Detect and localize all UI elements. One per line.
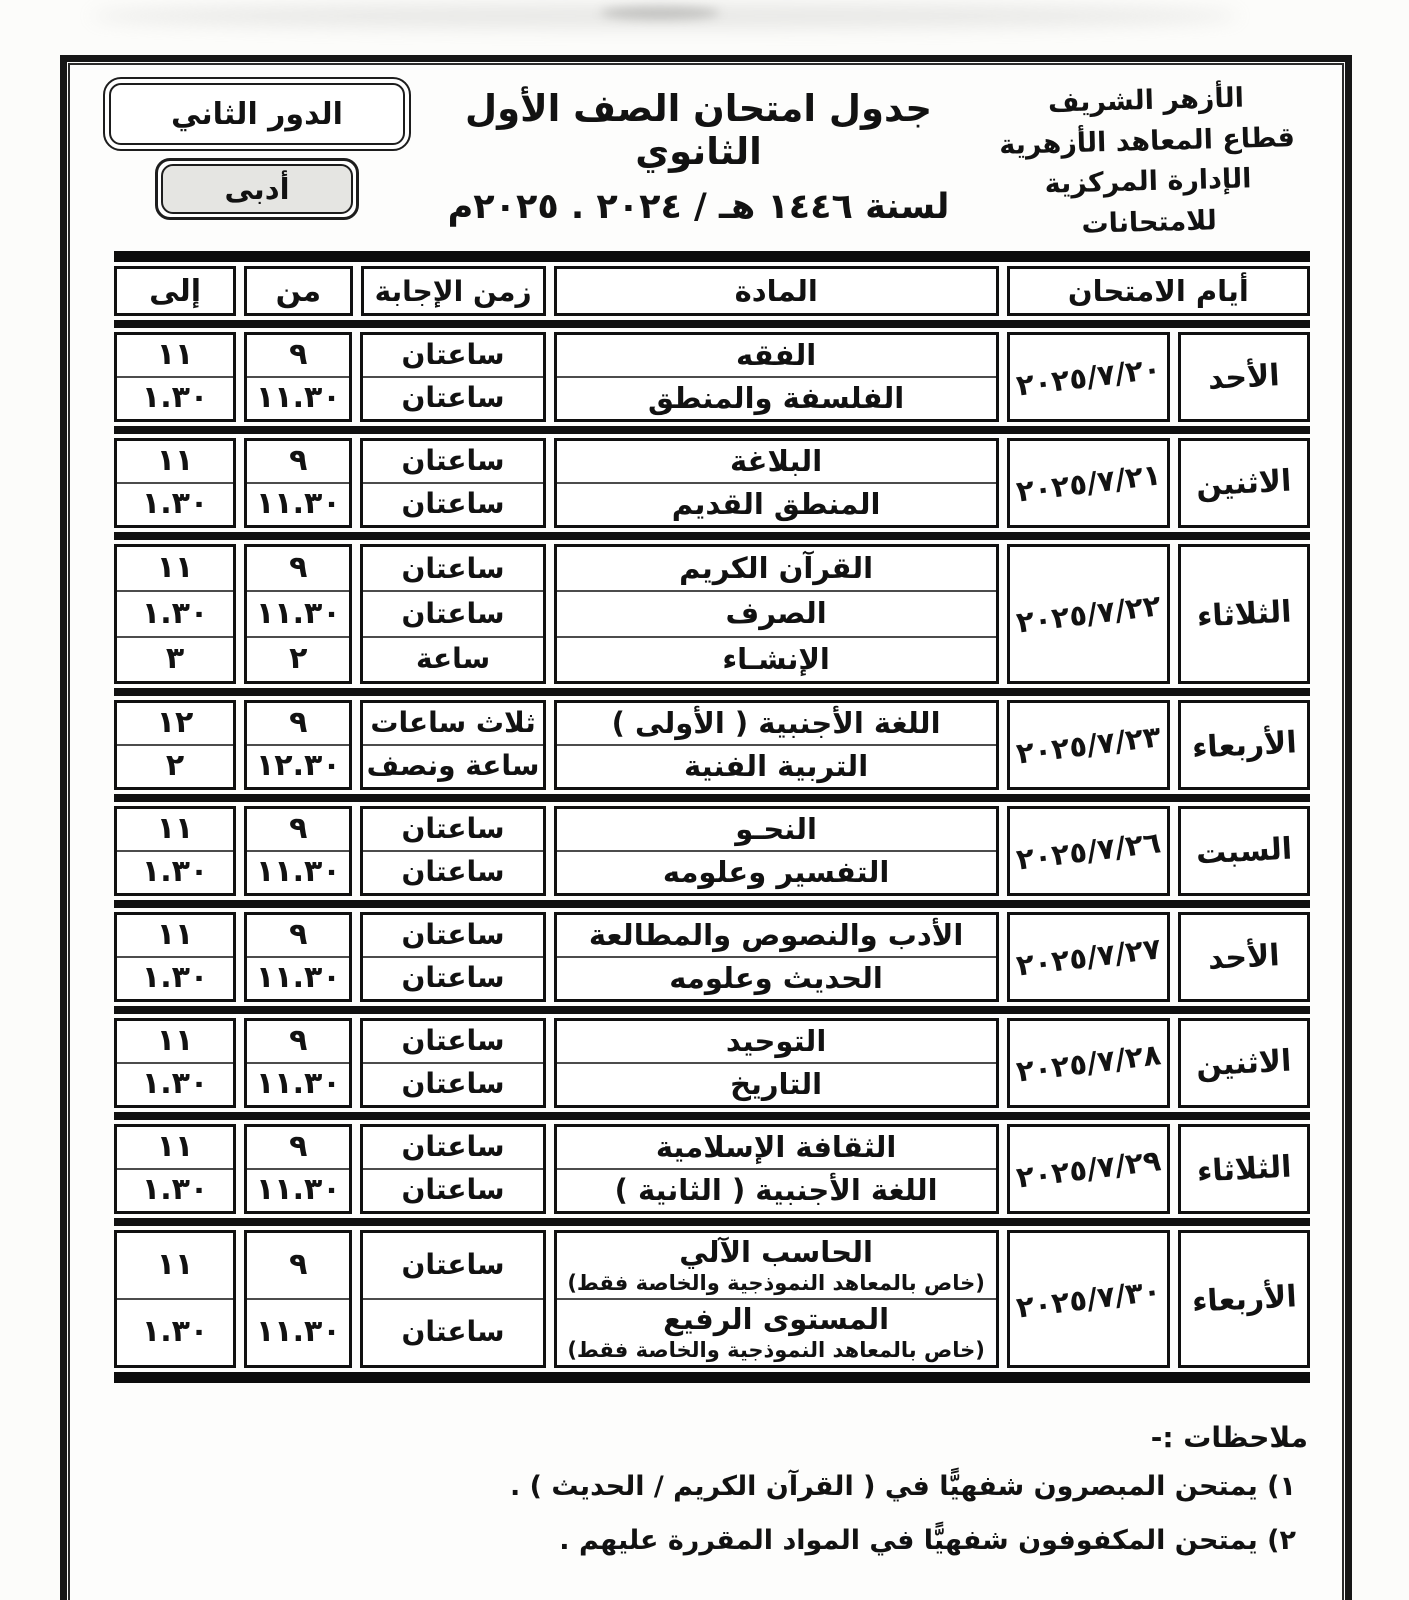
duration-cell: ساعتان bbox=[401, 1248, 505, 1282]
from-time-column bbox=[244, 1018, 352, 1108]
exam-day-name: الأربعاء bbox=[1190, 1278, 1298, 1320]
duration-cell: ساعتان bbox=[363, 590, 542, 635]
group-separator-rule bbox=[114, 900, 1310, 908]
from-time-column bbox=[244, 806, 352, 896]
document-header bbox=[88, 65, 1324, 249]
subject-name: اللغة الأجنبية ( الأولى ) bbox=[611, 705, 941, 740]
duration-cell: ساعتان bbox=[401, 1130, 505, 1164]
to-time-column bbox=[114, 332, 236, 422]
subject-name: الأدب والنصوص والمطالعة bbox=[588, 917, 964, 952]
from-time-cell: ٩ bbox=[289, 1247, 308, 1283]
duration-cell: ساعتان bbox=[363, 1168, 542, 1211]
exam-day-cell bbox=[1178, 912, 1310, 1002]
exam-date-value: ٢٠٢٥/٧/٢١ bbox=[1014, 457, 1163, 509]
subject-name: الحديث وعلومه bbox=[669, 960, 883, 995]
duration-column bbox=[360, 544, 545, 684]
to-time-column bbox=[114, 1230, 236, 1368]
note-item: ١) يمتحن المبصرون شفهيًّا في ( القرآن الكريم / الحديث ) . bbox=[509, 1471, 1296, 1502]
exam-day-name: الاثنين bbox=[1195, 1043, 1293, 1083]
subject-column bbox=[554, 1230, 999, 1368]
exam-date-cell bbox=[1007, 438, 1170, 528]
title-line-2: لسنة ١٤٤٦ هـ / ٢٠٢٤ . ٢٠٢٥م bbox=[447, 187, 950, 227]
group-separator-rule bbox=[114, 1218, 1310, 1226]
to-time-cell: ٣ bbox=[117, 636, 233, 681]
subject-column bbox=[554, 806, 999, 896]
subject-note: (خاص بالمعاهد النموذجية والخاصة فقط) bbox=[567, 1337, 985, 1362]
subject-name: القرآن الكريم bbox=[679, 550, 874, 585]
subject-name: اللغة الأجنبية ( الثانية ) bbox=[614, 1172, 938, 1207]
subject-cell bbox=[557, 335, 996, 376]
subject-name: التفسير وعلومه bbox=[662, 854, 890, 889]
to-time-column bbox=[114, 438, 236, 528]
from-time-cell: ١١.٣٠ bbox=[247, 482, 349, 525]
group-separator-rule bbox=[114, 320, 1310, 328]
duration-cell: ساعتان bbox=[363, 956, 542, 999]
exam-date-value: ٢٠٢٥/٧/٢٠ bbox=[1014, 351, 1163, 403]
exam-date-value: ٢٠٢٥/٧/٢٢ bbox=[1014, 588, 1163, 640]
exam-day-cell bbox=[1178, 1124, 1310, 1214]
subject-cell bbox=[557, 744, 996, 787]
subject-name: التاريخ bbox=[730, 1066, 823, 1101]
from-time-column bbox=[244, 912, 352, 1002]
subject-cell bbox=[557, 547, 996, 590]
document-title bbox=[422, 75, 975, 227]
to-time-cell: ١.٣٠ bbox=[117, 482, 233, 525]
from-time-cell: ٩ bbox=[289, 917, 308, 953]
duration-column bbox=[360, 700, 545, 790]
duration-column bbox=[360, 1230, 545, 1368]
exam-date-cell bbox=[1007, 544, 1170, 684]
to-time-column bbox=[114, 912, 236, 1002]
from-time-column bbox=[244, 544, 352, 684]
duration-cell: ساعتان bbox=[401, 918, 505, 952]
subject-name: الصرف bbox=[725, 596, 827, 631]
exam-day-cell bbox=[1178, 1230, 1310, 1368]
exam-date-cell bbox=[1007, 806, 1170, 896]
subject-name: المنطق القديم bbox=[671, 486, 881, 521]
round-badge bbox=[103, 77, 411, 151]
table-top-rule bbox=[114, 251, 1310, 262]
group-separator-rule bbox=[114, 1006, 1310, 1014]
subject-cell bbox=[557, 482, 996, 525]
exam-date-cell bbox=[1007, 332, 1170, 422]
exam-day-name: الثلاثاء bbox=[1195, 594, 1293, 634]
column-header-subject: المادة bbox=[554, 266, 999, 316]
header-badges bbox=[92, 75, 422, 220]
note-item: ٢) يمتحن المكفوفون شفهيًّا في المواد المقررة عليهم . bbox=[559, 1524, 1296, 1556]
group-separator-rule bbox=[114, 426, 1310, 434]
from-time-cell: ١١.٣٠ bbox=[247, 850, 349, 893]
page-frame bbox=[60, 55, 1352, 1600]
schedule-row bbox=[114, 328, 1310, 426]
section-badge bbox=[155, 158, 359, 220]
page-frame-inner bbox=[68, 63, 1344, 1600]
schedule-row bbox=[114, 434, 1310, 532]
subject-name: الثقافة الإسلامية bbox=[655, 1129, 897, 1164]
to-time-cell: ١١ bbox=[156, 1247, 194, 1283]
round-badge-border bbox=[103, 77, 411, 151]
schedule-row bbox=[114, 1120, 1310, 1218]
logo-line-3: الإدارة المركزية للامتحانات bbox=[1044, 163, 1252, 240]
group-separator-rule bbox=[114, 1112, 1310, 1120]
from-time-cell: ٩ bbox=[289, 443, 308, 479]
subject-column bbox=[554, 438, 999, 528]
to-time-cell: ١١ bbox=[156, 811, 194, 847]
subject-cell bbox=[557, 1127, 996, 1168]
subject-column bbox=[554, 332, 999, 422]
to-time-cell: ١١ bbox=[156, 1023, 194, 1059]
schedule-row bbox=[114, 540, 1310, 688]
from-time-column bbox=[244, 332, 352, 422]
exam-day-name: السبت bbox=[1195, 831, 1293, 871]
notes-title: ملاحظات :- bbox=[1150, 1421, 1308, 1454]
subject-name: الإنشـاء bbox=[722, 641, 830, 676]
duration-cell: ساعتان bbox=[363, 1062, 542, 1105]
exam-date-value: ٢٠٢٥/٧/٢٦ bbox=[1014, 825, 1163, 877]
duration-cell: ساعتان bbox=[363, 482, 542, 525]
duration-cell: ساعتان bbox=[363, 1298, 542, 1365]
subject-cell bbox=[557, 1168, 996, 1211]
logo-line-2: قطاع المعاهد الأزهرية bbox=[998, 121, 1296, 161]
exam-day-cell bbox=[1178, 806, 1310, 896]
to-time-cell: ١.٣٠ bbox=[117, 1298, 233, 1365]
duration-column bbox=[360, 1018, 545, 1108]
subject-cell bbox=[557, 809, 996, 850]
to-time-cell: ١١ bbox=[156, 1129, 194, 1165]
duration-cell: ساعة bbox=[363, 636, 542, 681]
exam-day-name: الأربعاء bbox=[1190, 724, 1298, 766]
duration-column bbox=[360, 332, 545, 422]
from-time-column bbox=[244, 1230, 352, 1368]
subject-name: المستوى الرفيع bbox=[663, 1302, 890, 1337]
exam-day-cell bbox=[1178, 544, 1310, 684]
exam-day-cell bbox=[1178, 700, 1310, 790]
notes-list bbox=[88, 1467, 1308, 1561]
column-header-from: من bbox=[244, 266, 352, 316]
exam-date-value: ٢٠٢٥/٧/٢٣ bbox=[1014, 719, 1163, 771]
schedule-row bbox=[114, 1226, 1310, 1372]
to-time-cell: ١.٣٠ bbox=[117, 956, 233, 999]
section-badge-border bbox=[155, 158, 359, 220]
table-header-row bbox=[114, 262, 1310, 320]
to-time-column bbox=[114, 806, 236, 896]
to-time-cell: ١.٣٠ bbox=[117, 1062, 233, 1105]
exam-date-value: ٢٠٢٥/٧/٢٧ bbox=[1014, 931, 1163, 983]
duration-cell: ساعتان bbox=[401, 338, 505, 372]
exam-date-cell bbox=[1007, 1230, 1170, 1368]
to-time-cell: ١.٣٠ bbox=[117, 376, 233, 419]
exam-day-name: الأحد bbox=[1207, 357, 1281, 397]
from-time-column bbox=[244, 1124, 352, 1214]
exam-day-cell bbox=[1178, 332, 1310, 422]
from-time-cell: ٩ bbox=[289, 1023, 308, 1059]
subject-name: التربية الفنية bbox=[684, 748, 869, 783]
subject-cell bbox=[557, 850, 996, 893]
duration-cell: ساعتان bbox=[401, 551, 505, 585]
subject-column bbox=[554, 700, 999, 790]
subject-cell bbox=[557, 376, 996, 419]
subject-cell bbox=[557, 915, 996, 956]
from-time-cell: ٢ bbox=[247, 636, 349, 681]
exam-date-cell bbox=[1007, 700, 1170, 790]
duration-column bbox=[360, 438, 545, 528]
column-header-exam-days: أيام الامتحان bbox=[1007, 266, 1310, 316]
from-time-cell: ١١.٣٠ bbox=[247, 590, 349, 635]
from-time-cell: ٩ bbox=[289, 550, 308, 586]
notes-section bbox=[88, 1421, 1308, 1561]
to-time-cell: ١.٣٠ bbox=[117, 590, 233, 635]
group-separator-rule bbox=[114, 688, 1310, 696]
subject-cell bbox=[557, 590, 996, 635]
to-time-cell: ١١ bbox=[156, 443, 194, 479]
exam-day-name: الثلاثاء bbox=[1195, 1149, 1293, 1189]
scan-smudge bbox=[600, 6, 720, 20]
table-bottom-rule bbox=[114, 1372, 1310, 1383]
duration-cell: ساعتان bbox=[401, 444, 505, 478]
exam-day-name: الأحد bbox=[1207, 937, 1281, 977]
subject-note: (خاص بالمعاهد النموذجية والخاصة فقط) bbox=[567, 1270, 985, 1295]
schedule-row bbox=[114, 696, 1310, 794]
exam-schedule-table bbox=[114, 251, 1310, 1383]
schedule-row bbox=[114, 908, 1310, 1006]
to-time-cell: ١١ bbox=[156, 337, 194, 373]
subject-cell bbox=[557, 956, 996, 999]
duration-column bbox=[360, 806, 545, 896]
exam-date-value: ٢٠٢٥/٧/٢٩ bbox=[1014, 1143, 1163, 1195]
subject-name: الحاسب الآلي bbox=[679, 1235, 873, 1270]
subject-column bbox=[554, 1018, 999, 1108]
from-time-cell: ١٢.٣٠ bbox=[247, 744, 349, 787]
subject-name: النحـو bbox=[735, 811, 817, 846]
exam-date-value: ٢٠٢٥/٧/٣٠ bbox=[1014, 1273, 1163, 1325]
from-time-cell: ١١.٣٠ bbox=[247, 376, 349, 419]
round-badge-label: الدور الثاني bbox=[109, 83, 405, 145]
from-time-cell: ٩ bbox=[289, 811, 308, 847]
duration-cell: ساعتان bbox=[401, 1024, 505, 1058]
title-line-1: جدول امتحان الصف الأول الثانوي bbox=[464, 87, 933, 173]
subject-name: الفلسفة والمنطق bbox=[648, 380, 905, 415]
group-separator-rule bbox=[114, 794, 1310, 802]
subject-cell bbox=[557, 1233, 996, 1298]
to-time-cell: ١١ bbox=[156, 917, 194, 953]
subject-column bbox=[554, 912, 999, 1002]
schedule-row bbox=[114, 1014, 1310, 1112]
subject-cell bbox=[557, 636, 996, 681]
from-time-cell: ١١.٣٠ bbox=[247, 956, 349, 999]
logo-line-1: الأزهر الشريف bbox=[1047, 82, 1245, 119]
duration-cell: ساعتان bbox=[363, 850, 542, 893]
duration-cell: ساعتان bbox=[401, 812, 505, 846]
duration-column bbox=[360, 912, 545, 1002]
to-time-cell: ١.٣٠ bbox=[117, 1168, 233, 1211]
to-time-cell: ١٢ bbox=[156, 705, 194, 741]
from-time-cell: ١١.٣٠ bbox=[247, 1062, 349, 1105]
subject-name: البلاغة bbox=[730, 443, 823, 478]
exam-date-cell bbox=[1007, 1124, 1170, 1214]
subject-cell bbox=[557, 1062, 996, 1105]
to-time-column bbox=[114, 700, 236, 790]
from-time-cell: ١١.٣٠ bbox=[247, 1298, 349, 1365]
from-time-cell: ٩ bbox=[289, 1129, 308, 1165]
column-header-duration: زمن الإجابة bbox=[361, 266, 546, 316]
from-time-cell: ٩ bbox=[289, 337, 308, 373]
to-time-column bbox=[114, 1124, 236, 1214]
duration-cell: ثلاث ساعات bbox=[370, 706, 536, 740]
from-time-column bbox=[244, 700, 352, 790]
subject-name: الفقه bbox=[736, 337, 817, 372]
schedule-row bbox=[114, 802, 1310, 900]
exam-date-cell bbox=[1007, 912, 1170, 1002]
from-time-cell: ١١.٣٠ bbox=[247, 1168, 349, 1211]
to-time-cell: ١.٣٠ bbox=[117, 850, 233, 893]
column-header-to: إلى bbox=[114, 266, 236, 316]
subject-column bbox=[554, 544, 999, 684]
exam-date-value: ٢٠٢٥/٧/٢٨ bbox=[1014, 1037, 1163, 1089]
exam-day-cell bbox=[1178, 1018, 1310, 1108]
subject-column bbox=[554, 1124, 999, 1214]
subject-cell bbox=[557, 441, 996, 482]
to-time-cell: ٢ bbox=[117, 744, 233, 787]
exam-day-name: الاثنين bbox=[1195, 463, 1293, 503]
subject-cell bbox=[557, 1298, 996, 1365]
to-time-column bbox=[114, 1018, 236, 1108]
subject-cell bbox=[557, 703, 996, 744]
subject-cell bbox=[557, 1021, 996, 1062]
azhar-logo bbox=[973, 71, 1322, 248]
from-time-cell: ٩ bbox=[289, 705, 308, 741]
from-time-column bbox=[244, 438, 352, 528]
to-time-cell: ١١ bbox=[156, 550, 194, 586]
exam-date-cell bbox=[1007, 1018, 1170, 1108]
exam-day-cell bbox=[1178, 438, 1310, 528]
to-time-column bbox=[114, 544, 236, 684]
subject-name: التوحيد bbox=[725, 1023, 827, 1058]
group-separator-rule bbox=[114, 532, 1310, 540]
duration-column bbox=[360, 1124, 545, 1214]
duration-cell: ساعتان bbox=[363, 376, 542, 419]
duration-cell: ساعة ونصف bbox=[363, 744, 542, 787]
section-badge-label: أدبى bbox=[161, 164, 353, 214]
